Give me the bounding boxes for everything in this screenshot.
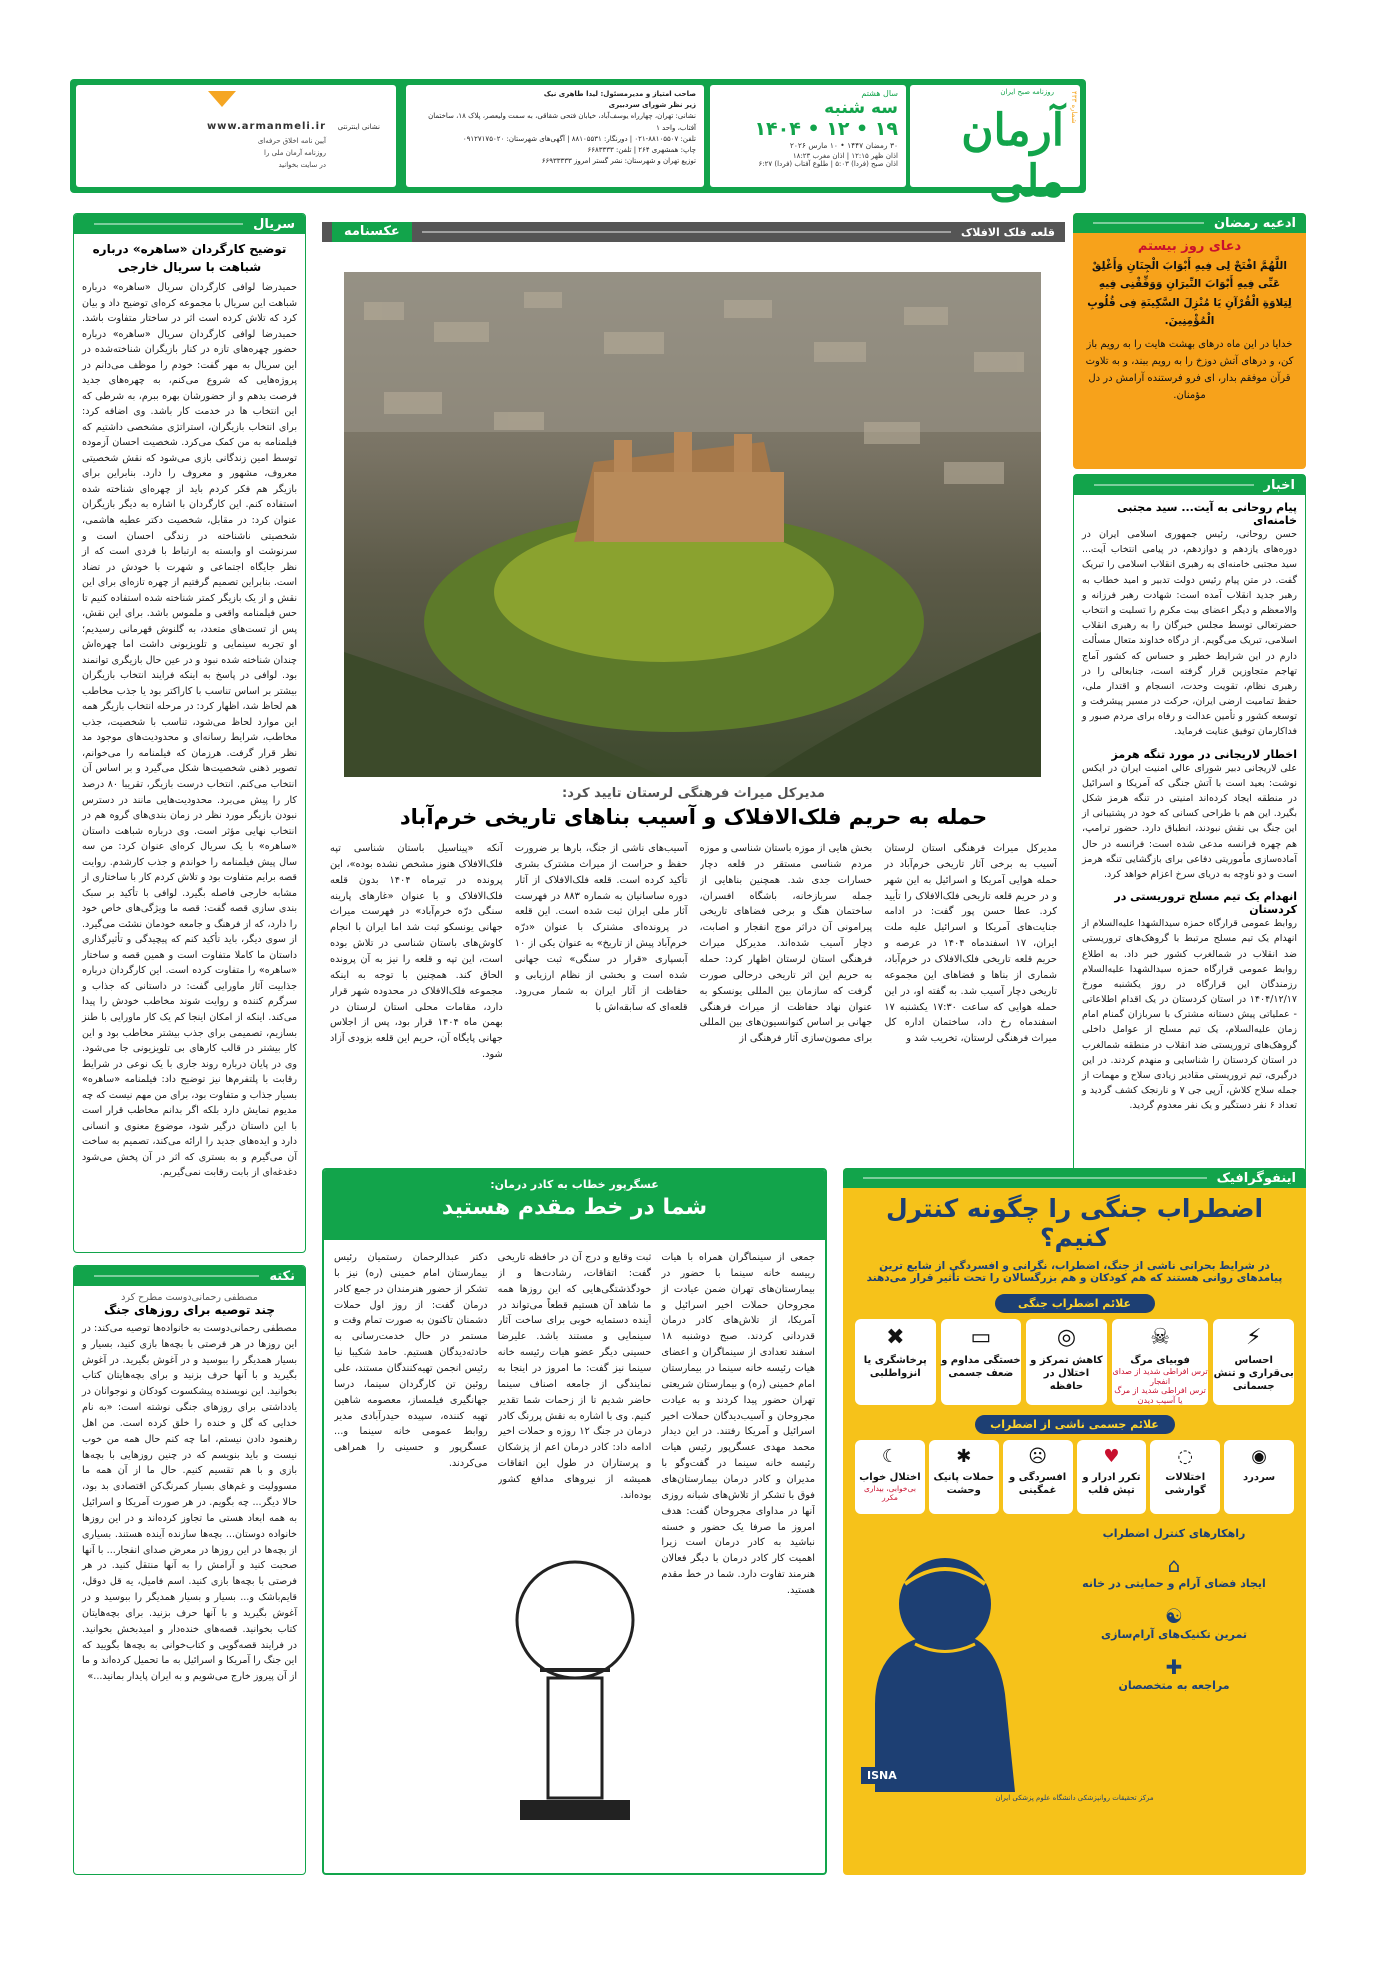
ramadan-title: دعای روز بیستم bbox=[1137, 239, 1242, 254]
ramadan-head-label: ادعیه رمضان bbox=[1213, 215, 1296, 231]
photo-head-label: عکسنامه bbox=[332, 222, 412, 242]
news-body: علی لاریجانی دبیر شورای عالی امنیت ایران در ایکس نوشت: بعید است با آتش جنگی که آمریکا و اسرائیل در منطقه ایجاد کرده‌اند امنیتی در تنگه هرمز شکل بگیرد. این هم با طراحی کسانی که خود در پشتیبانی از این جنگ بی نقش نبودند، انطباق دارد. حضور ترامپ، هم چهره فرانسه مدعی شده است: فرانسه در حال آماده‌سازی مأموریتی دفاعی برای بازگشایی تنگه هرمز است و دو ناوچه به دریای سرخ اعزام خواهد کرد. bbox=[1082, 762, 1297, 880]
sleep-icon: ☾ bbox=[881, 1446, 899, 1467]
info-line: زیر نظر شورای سردبیری bbox=[608, 101, 696, 110]
triangle-icon bbox=[208, 91, 236, 107]
main-story-columns bbox=[322, 841, 1065, 1063]
cinema-banner bbox=[324, 1170, 825, 1240]
symptom-card bbox=[941, 1319, 1022, 1405]
cinema-headline[interactable]: شما در خط مقدم هستید bbox=[441, 1195, 708, 1220]
infographic-section bbox=[843, 1168, 1306, 1875]
infographic-footnote: مرکز تحقیقات روانپزشکی دانشگاه علوم پزشکی ایران bbox=[995, 1794, 1154, 1802]
nokte-head-label: نکته bbox=[269, 1268, 295, 1284]
story-column: آنکه «پیناسیل باستان شناسی تپه فلک‌الافلاک هنوز مشخص نشده بوده»، این پرونده در تیرماه ۱۴۰۴ بدون قلعه فلک‌الافلاک و با عنوان «غارهای پارینه سنگی درّه خرم‌آباد» در فهرست میراث جهانی یونسکو ثبت شد اما ایران با انجام کاوش‌های باستان شناسی در تلاش بوده است، این تپه و قلعه را نیز به آن پرونده الحاق کند. همچنین با توجه به اینکه مجموعه فلک‌الافلاک در محدوده شهر قرار دارد، مقامات محلی استان لرستان در بهمن ماه ۱۴۰۴ قرار بود، پس از اجلاس جهانی پایگاه آن، حریم این قلعه بزودی آزاد شود. bbox=[330, 843, 503, 1061]
serial-head-label: سریال bbox=[253, 216, 295, 232]
symptom-card bbox=[1026, 1319, 1107, 1405]
year-label: سال هشتم bbox=[861, 89, 898, 98]
infographic-sec1: علائم اضطراب جنگی bbox=[995, 1294, 1155, 1313]
cinema-graphic bbox=[498, 1500, 652, 1850]
castle-photo[interactable] bbox=[344, 272, 1041, 777]
ramadan-section bbox=[1073, 213, 1306, 469]
main-story-headline[interactable]: حمله به حریم فلک‌الافلاک و آسیب بناهای تاریخی خرم‌آباد bbox=[399, 805, 988, 829]
story-column: آسیب‌های ناشی از جنگ، بارها بر ضرورت حفظ و حراست از میراث مشترک بشری تأکید کرده است. قلعه فلک‌الافلاک از آثار دوره ساسانیان به شماره ۸۸۳ در فهرست آثار ملی ایران ثبت شده است. این قلعه در پرونده‌ای مشترک با عنوان «درّه خرم‌آباد پیش از تاریخ» به عنوان یکی از ۱۰ آبسپاری «قرار در سنگی» ثبت جهانی شده است و بخشی از نظام ارزیابی و حفاظت از آثار ایران به شمار می‌رود. قلعه‌ای که سابقه‌اش با bbox=[514, 843, 688, 1013]
tip-label: مراجعه به متخصصان bbox=[1118, 1679, 1230, 1692]
web-label: نشانی اینترنتی bbox=[337, 123, 380, 131]
cinema-section bbox=[322, 1168, 827, 1875]
news-title[interactable]: انهدام یک تیم مسلح تروریستی در کردستان bbox=[1114, 890, 1297, 917]
weekday: سه شنبه bbox=[824, 98, 898, 118]
date-sub: ۳۰ رمضان ۱۴۴۷ • ۱۰ مارس ۲۰۲۶ bbox=[789, 141, 898, 150]
infographic-title[interactable]: اضطراب جنگی را چگونه کنترل کنیم؟ bbox=[885, 1194, 1264, 1252]
stressed-person-icon bbox=[855, 1524, 1035, 1792]
nokte-body: مصطفی رحمانی‌دوست به خانواده‌ها توصیه می‌کند: در این روزها در هر فرصتی با بچه‌ها بازی کنید، بسیار و بسیار همدیگر را ببوسید و در آغوش بگیرید. در آغوش بگیرید و با آنها حرف بزنید و برای بچه‌هایتان کتاب بخوانید. این نویسنده پیشکسوت کودکان و نوجوانان در یادداشتی برای روزهای جنگی نوشته است: «به نام خدایی که گل و خنده را خلق کرده است. من اهل رهنمود دادن نیستم، اما چه کنم حال همه من خوب نیست و باید بنویسم که در چنین روزهایی با بچه‌ها بازی و با هم تقسیم کنیم. حال ما از آن همه ما مسوولیت و غم‌های بسیار کمرنگ‌کن اقتصادی بد بود، حالا دیگر... چه بگویم. در هر صورت آمریکا و اسرائیل به همه ابعاد هستی ما تجاوز کرده‌اند و در این روزها خانواده دوستان... بچه‌ها سازنده آینده هستند. بسیاری از بچه‌ها در این روزها در معرض صدای انفجار... با آنها صحبت کنید و آرامش را به آنها منتقل کنید. در هر فرصتی با بچه‌ها بازی کنید. اسم فامیل، یه قل دوقل، قایم‌باشک و... بسیار و بسیار همدیگر را ببوسید و در آغوش بگیرید و با آنها حرف بزنید. برای بچه‌هایتان کتاب بخوانید. قصه‌های خنده‌دار و امیدبخش بخوانید. در فرایند قصه‌گویی و کتاب‌خوانی به بچه‌ها بگویید که این جنگ را آمریکا و اسرائیل به ما تحمیل کرده‌اند و ما از آن پیروز خارج می‌شویم و به ایران پایدار بمانید...» bbox=[82, 1323, 297, 1683]
physical-card bbox=[1003, 1440, 1073, 1514]
akhbar-section bbox=[1073, 474, 1306, 1176]
physical-note: بی‌خوابی، بیداری مکرر bbox=[863, 1484, 916, 1502]
web-line: در سایت بخوانید bbox=[278, 161, 326, 169]
tip-meditation-icon: ☯ bbox=[1165, 1604, 1183, 1628]
physical-card bbox=[1150, 1440, 1220, 1514]
story-column: مدیرکل میراث فرهنگی استان لرستان آسیب به برخی آثار تاریخی خرم‌آباد در حمله هوایی آمریکا و اسرائیل به این شهر و در حریم قلعه تاریخی فلک‌الافلاک را تأیید کرد. عطا حسن پور گفت: در ادامه جنایت‌های آمریکا و اسرائیل علیه ملت ایران، ۱۷ اسفندماه ۱۴۰۴ در عرصه و حریم قلعه تاریخی فلک‌الافلاک در خرم‌آباد، شماری از بناها و فضاهای این مجموعه تاریخی دچار آسیب شد. به گفته او، در این حمله هوایی که ساعت ۱۷:۳۰ یکشنبه ۱۷ اسفندماه رخ داد، ساختمان اداره کل میراث فرهنگی لرستان، تخریب شد و bbox=[884, 843, 1057, 1045]
web-line: آیین نامه اخلاق حرفه‌ای bbox=[257, 137, 326, 145]
infographic-head-label: اینفوگرافیک bbox=[1216, 1170, 1296, 1186]
photo-section bbox=[322, 222, 1065, 782]
panic-icon: ✱ bbox=[956, 1446, 972, 1467]
tip-doctor-icon: ✚ bbox=[1165, 1655, 1183, 1679]
battery-icon: ▭ bbox=[970, 1325, 992, 1350]
tip-label: تمرین تکنیک‌های آرام‌سازی bbox=[1101, 1628, 1247, 1641]
ramadan-head bbox=[1073, 213, 1306, 233]
tip-label: ایجاد فضای آرام و حمایتی در خانه bbox=[1082, 1577, 1266, 1590]
story-column: بخش هایی از موزه باستان شناسی و موزه مردم شناسی مستقر در قلعه دچار خسارات جدی شد. همچنین بناهایی از جمله سربازخانه، باشگاه افسران، ساختمان هنگ و برخی فضاهای تاریخی پیرامونی آن دراثر موج انفجار و اصابت، دچار آسیب شده‌اند. مدیرکل میراث فرهنگی استان لرستان اظهار کرد: حمله به حریم این اثر تاریخی درحالی صورت گرفت که سازمان بین المللی یونسکو به عنوان نهاد حفاظت از میراث فرهنگی جهانی بر اساس کنوانسیون‌های بین المللی برای مصون‌سازی آثار فرهنگی از bbox=[699, 843, 873, 1045]
logo: آرمان ملی bbox=[961, 105, 1064, 207]
stressed-figure bbox=[855, 1524, 1035, 1792]
physical-label: اختلال خواب bbox=[859, 1472, 921, 1483]
date-block bbox=[710, 85, 906, 187]
symptom-label: فوبیای مرگ bbox=[1130, 1355, 1190, 1366]
nokte-title[interactable]: چند توصیه برای روزهای جنگ bbox=[103, 1303, 275, 1317]
info-line: چاپ: همشهری ۲۶۴ | تلفن: ۶۶۸۳۳۳۳ bbox=[587, 145, 696, 154]
cinema-column: جمعی از سینماگران همراه با هیات رییسه خانه سینما با حضور در بیمارستان‌های تهران ضمن عیادت از مجروحان حملات اخیر اسرائیل و آمریکا، از تلاش‌های کادر درمان قدردانی کردند. صبح دوشنبه ۱۸ اسفند تعدادی از سینماگران و اعضای هیات رئیسه خانه سینما در بیمارستان امام خمینی (ره) و بیمارستان شریعتی تهران حضور پیدا کردند و به عیادت مجروحان و آسیب‌دیدگان حملات اخیر اسرائیل و آمریکا رفتند. در این دیدار محمد مهدی عسگرپور رئیس هیات رئیسه خانه سینما در گفت‌وگو با مدیران و کادر درمان بیمارستان‌های فوق با تشکر از تلاش‌های شبانه روزی آنها در مداوای مجروحان گفت: هدف امروز ما صرفا یک حضور و خسته نباشید به کادر درمان است زیرا اهمیت کار کادر درمان با دیگر فعالان هنرمند تفاوت دارد. شما در خط مقدم هستید. bbox=[661, 1252, 815, 1597]
date-big: ۱۹ • ۱۲ • ۱۴۰۴ bbox=[754, 118, 898, 140]
sec3-area bbox=[855, 1524, 1294, 1794]
physical-card bbox=[1224, 1440, 1294, 1514]
nokte-head bbox=[74, 1266, 305, 1286]
symptom-card bbox=[855, 1319, 936, 1405]
physical-label: افسردگی و غمگینی bbox=[1009, 1472, 1067, 1496]
main-story-kicker: مدیرکل میراث فرهنگی لرستان تایید کرد: bbox=[562, 786, 825, 801]
photo-head bbox=[322, 222, 1065, 242]
nokte-section bbox=[73, 1265, 306, 1875]
news-body: روابط عمومی قرارگاه حمزه سیدالشهدا علیه‌السلام از انهدام یک تیم مسلح مرتبط با گروهک‌های تروریستی ضد انقلاب در شمالغرب کشور خبر داد. به اطلاع روابط عمومی قرارگاه حمزه سیدالشهدا علیه‌السلام رزمندگان این قرارگاه در روز یکشنبه مورخ ۱۴۰۴/۱۲/۱۷ در استان کردستان در یک اقدام اطلاعاتی - عملیاتی پیش دستانه مشترک با سربازان گمنام امام زمان علیه‌السلام، یک تیم مسلح از عوامل داخلی گروهک‌های تروریستی ضد انقلاب در منطقه شمالغرب در استان کردستان را شناسایی و منهدم کردند. در این درگیری، تیم تروریستی مقادیر زیادی سلاح و مهمات از جمله سلاح کلاش، آرپی جی ۷ و نارنجک کشف گردید و تعداد ۶ نفر دستگیر و یک نفر معدوم گردید. bbox=[1082, 918, 1297, 1112]
serial-title[interactable]: توضیح کارگردان «ساهره» درباره شباهت با سریال خارجی bbox=[92, 242, 287, 274]
head-icon: ◉ bbox=[1251, 1446, 1267, 1467]
news-body: حسن روحانی، رئیس جمهوری اسلامی ایران در دوره‌های یازدهم و دوازدهم، در پیامی انتخاب آیت‌... سید مجتبی خامنه‌ای به رهبری انقلاب اسلامی را تبریک گفت. در متن پیام رئیس دولت تدبیر و امید خطاب به رهبر جدید انقلاب آمده است: شهادت رهبر فرزانه و والامعظم و دیگر اعضای بیت مکرم را تسلیت و انتخاب حضرتعالی توسط مجلس خبرگان را به رهبری انقلاب اسلامی، تبریک می‌گویم. از درگاه خداوند متعال مسألت دارم در این شرایط خطیر و حساس که کشور آماج تهاجم متجاوزین قرار گرفته است، جنابعالی را در رهبری نظام، تقویت وحدت، انسجام و اقتدار ملی، حفظ تمامیت ارضی ایران، حرکت در مسیر پیشرفت و توسعه کشور و تأمین عدالت و رفاه برای مردم صبور و فداکارمان توفیق عنایت فرماید. bbox=[1082, 529, 1297, 738]
cinema-kicker: عسگرپور خطاب به کادر درمان: bbox=[490, 1178, 659, 1191]
symptom-label: کاهش تمرکز و اختلال در حافظه bbox=[1030, 1355, 1103, 1392]
physical-card bbox=[929, 1440, 999, 1514]
info-line: توزیع تهران و شهرستان: نشر گستر امروز ۶۶۹۳۳۳۳۳ bbox=[541, 157, 696, 166]
info-line: صاحب امتیاز و مدیرمسئول: لیدا طاهری نیک bbox=[543, 90, 696, 98]
masthead-issue: شماره ۴۳۳ bbox=[1070, 91, 1078, 124]
akhbar-head-label: اخبار bbox=[1263, 477, 1295, 493]
website-block bbox=[76, 85, 396, 187]
news-title[interactable]: پیام روحانی به آیت‌... سید مجتبی خامنه‌ای bbox=[1117, 501, 1297, 527]
serial-head bbox=[74, 214, 305, 234]
akhbar-head bbox=[1074, 475, 1305, 495]
symptom-label: احساس بی‌قراری و تنش جسمانی bbox=[1213, 1355, 1294, 1392]
symptom-card bbox=[1213, 1319, 1294, 1405]
sec3-list bbox=[1054, 1524, 1294, 1692]
ramadan-persian: خدایا در این ماه درهای بهشت هایت را به رویم باز کن، و درهای آتش دوزخ را به رویم ببند، و به تلاوت قرآن موفقم بدار، ای فرو فرستنده آرامش در دل مؤمنان. bbox=[1085, 338, 1294, 401]
infographic-sec3: راهکارهای کنترل اضطراب bbox=[1102, 1527, 1246, 1540]
masthead bbox=[70, 79, 1086, 207]
prayer-line-1: اذان ظهر ۱۲:۱۵ | اذان مغرب ۱۸:۲۳ bbox=[792, 152, 898, 160]
masthead-tagline: روزنامه صبح ایران bbox=[1000, 88, 1054, 96]
symptom-label: پرخاشگری یا انزواطلبی bbox=[863, 1355, 927, 1379]
clapperboard-icon bbox=[500, 1510, 650, 1840]
info-line: تلفن: ۸۸۱۰۵۵۰۷-۰۲۱ | دورنگار: ۸۸۱۰۵۵۳۱ | آگهی‌های شهرستان: ۰۹۱۲۷۱۷۵۰۲۰ bbox=[462, 134, 696, 143]
main-story bbox=[322, 782, 1065, 1152]
nokte-author: مصطفی رحمانی‌دوست مطرح کرد bbox=[121, 1292, 258, 1303]
skull-icon: ☠ bbox=[1150, 1325, 1170, 1350]
sec2-grid bbox=[855, 1440, 1294, 1514]
cinema-mid-column bbox=[498, 1250, 652, 1850]
photo-caption: قلعه فلک الافلاک bbox=[961, 225, 1055, 239]
infographic-head bbox=[843, 1168, 1306, 1188]
physical-label: سردرد bbox=[1243, 1472, 1276, 1483]
tension-icon: ⚡ bbox=[1245, 1325, 1262, 1350]
physical-label: حملات پانیک وحشت bbox=[933, 1472, 995, 1496]
symptom-note: ترس افراطی شدید از صدای انفجار bbox=[1112, 1367, 1208, 1386]
physical-card bbox=[1077, 1440, 1147, 1514]
cinema-column: دکتر عبدالرحمان رستمیان رئیس بیمارستان امام خمینی (ره) نیز با تشکر از حضور هنرمندان در جمع کادر درمان گفت: از روز اول حملات دشمنان تاکنون به صورت تمام وقت و مستمر در حال خدمت‌رسانی به حادثه‌دیدگان هستیم. حامد شکیبا نیا رئیس انجمن تهیه‌کنندگان مستند، علی روئین تن کارگردان سینما، درسا جهانگیری فیلمساز، معصومه شاهین تهیه کننده، سپیده حیدرآبادی مدیر روابط عمومی خانه سینما و... عسگرپور و حسینی را همراهی می‌کردند. bbox=[333, 1252, 488, 1470]
brain-icon: ◎ bbox=[1056, 1325, 1077, 1350]
tip-home-icon: ⌂ bbox=[1167, 1553, 1181, 1577]
physical-label: اختلالات گوارشی bbox=[1164, 1472, 1206, 1496]
physical-card bbox=[855, 1440, 925, 1514]
serial-body: حمیدرضا لوافی کارگردان سریال «ساهره» درباره شباهت این سریال با مجموعه کره‌ای توضیح داد و بیان کرد که تلاش کرده است اثر در ساختار متفاوت باشد. حمیدرضا لوافی کارگردان سریال «ساهره» درباره حضور چهره‌های تازه در کنار بازیگران شناخته‌شده در این سریال به مهر گفت: خودم را موظف می‌دانم در پروژه‌هایی که شروع می‌کنم، به چهره‌های جدید فرصت بدهم و از حضورشان بهره ببرم، به شرطی که این انتخاب ها در خدمت کار باشد. وی اضافه کرد: برای انتخاب بازیگران، استراتژی مشخصی داشتیم که فیلمنامه به من کمک می‌کرد. شخصیت احسان آزموده توسط امین زندگانی بازی می‌شود که نقش شخصیتی معروف، مشهور و معروف را دارد. بنابراین برای بازیگر هم فکر کردم باید از چهره‌ای شناخته شده استفاده کنم. این کارگردان با اشاره به دیگر بازیگران عنوان کرد: در مقابل، شخصیت دکتر عطیه هاشمی، شخصیتی ناشناخته در زندگی احسان است و سرنوشت او وابسته به ارتباط با فردی است که از نظر جایگاه اجتماعی و شهرت با خودش در تضاد است. بنابراین تصمیم گرفتیم از چهره تازه‌ای برای این نقش و از یک بازیگر کمتر شناخته شده استفاده کنیم تا حس فیلمنامه واقعی و ملموس باشد. برای این نقش، پس از تست‌های متعدد، به گلنوش قهرمانی رسیدیم؛ او تجربه سینمایی و تلویزیونی داشت اما چهره‌اش چندان شناخته شده نبود و در عین حال بازیگری توانمند بود. لوافی در پاسخ به اینکه فرایند انتخاب بازیگران بیشتر بر اساس تناسب با کاراکتر بود یا جذب مخاطب هم لحاظ شد، اظهار کرد: در مرحله انتخاب بازیگر همه این موارد لحاظ می‌شود، تناسب با شخصیت، جذب مخاطب، شرایط رسانه‌ای و محدودیت‌های موجود مد نظر قرار گرفت. هرزمان که فیلمنامه را می‌خوانم، تصویر ذهنی شخصیت‌ها شکل می‌گیرد و بر اساس آن انتخاب می‌کنم. انتخاب درست بازیگر، تقریبا ۸۰ درصد کار را پیش می‌برد. محدودیت‌هایی مانند در دسترس نبودن بازیگر مورد نظر در زمان بندی‌های گروه هم در انتخاب نهایی مؤثر است. وی درباره شباهت داستان «ساهره» با یک سریال کره‌ای عنوان کرد: من سه سال پیش فیلمنامه را خواندم و جذب کارشدم. روایت قصه برایم متفاوت بود و تلاش کردم کار با ساختاری از مشابه خارجی فاصله بگیرد. لوافی با تأکید بر سبک بندی سازی قصه گفت: قصه ما ویژگی‌های خاص خود را دارد، که از فرهنگ و جامعه خودمان نشئت می‌گیرد. از سوی دیگر، باید تأکید کنم که پیچیدگی و تأثیرگذاری داستان ما کاملا متفاوت است و همین قصه و ساختار «ساهره» را متفاوت کرده است. این کارگردان درباره جذابیت آثار ماورایی گفت: در داستانی که جذاب و سرگرم کننده و روایت شوند مخاطب خودش را پیدا می‌کند. اینکه از امکان اینجا کم یک کار ماورایی با طنز بسازیم، تصمیمی برای جذب بیشتر مخاطب بود و این کار بیشتر در قالب کارهای بی تلویزیونی جا می‌شود. وی در پایان درباره روند جاری با یک نوعی در شرایط رقابت با پلتفرم‌ها نیز توضیح داد: فیلمنامه «ساهره» بسیار جذاب و متفاوت بود، برای من مهم نیست که چه مدیوم نمایش دارد بلکه اگر بدانم مخاطب قرار است با این داستان درگیر شود، موضوع معنوی و انسانی دارد و ایده‌های جدید را ارائه می‌کند، تصمیم به ساخت آن می‌گیرم و به بستری که اثر در آن پخش می‌شود دغدغه‌ای از بابت رقابت نمی‌گیریم. bbox=[82, 282, 298, 1179]
ramadan-arabic: اللَّهُمَّ افْتَحْ لِی فِیهِ أَبْوَابَ الْجِنَانِ وَأَغْلِقْ عَنِّی فِیهِ أَبْوَابَ النِّیرَانِ وَوَفِّقْنِی فِیهِ لِتِلاوَةِ الْقُرْآنِ یَا مُنْزِلَ السَّکِینَةِ فِی قُلُوبِ الْمُؤْمِنِینَ. bbox=[1087, 260, 1292, 328]
infographic-subtitle: پیامدهای روانی هستند که هم کودکان و هم بزرگسالان را تحت تأثیر قرار می‌دهند bbox=[866, 1272, 1283, 1284]
web-line: روزنامه آرمان ملی را bbox=[264, 149, 326, 157]
symptom-note: ترس افراطی شدید از مرگ یا آسیب دیدن bbox=[1114, 1386, 1206, 1405]
sad-icon: ☹ bbox=[1028, 1446, 1047, 1467]
symptom-card bbox=[1112, 1319, 1209, 1405]
prayer-line-2: اذان صبح (فردا) ۵:۰۳ | طلوع آفتاب (فردا) ۶:۲۷ bbox=[758, 160, 898, 168]
website-link[interactable]: www.armanmeli.ir bbox=[206, 121, 326, 132]
news-title[interactable]: اخطار لاریجانی در مورد تنگه هرمز bbox=[1111, 747, 1297, 761]
source-badge: ISNA bbox=[861, 1767, 903, 1784]
serial-section bbox=[73, 213, 306, 1253]
heart-icon: ♥ bbox=[1103, 1446, 1120, 1467]
symptom-label: خستگی مداوم و ضعف جسمی bbox=[941, 1355, 1021, 1379]
physical-label: تکرر ادرار و تپش قلب bbox=[1082, 1472, 1141, 1496]
cinema-columns bbox=[324, 1240, 825, 1860]
infographic-subtitle: در شرایط بحرانی ناشی از جنگ، اضطراب، نگرانی و افسردگی از شایع ترین bbox=[879, 1260, 1270, 1272]
anger-icon: ✖ bbox=[886, 1325, 905, 1350]
info-block bbox=[406, 85, 704, 187]
masthead-logo-block bbox=[910, 85, 1080, 207]
infographic-sec2: علائم جسمی ناشی از اضطراب bbox=[975, 1415, 1175, 1434]
sec1-grid bbox=[855, 1319, 1294, 1405]
stomach-icon: ◌ bbox=[1177, 1446, 1194, 1467]
info-line: نشانی: تهران، چهارراه یوسف‌آباد، خیابان فتحی شقاقی، به سمت ولیعصر، پلاک ۱۸، ساختمان آفتاب، واحد ۱ bbox=[428, 112, 696, 132]
castle-illustration bbox=[344, 272, 1041, 777]
cinema-column: ثبت وقایع و درج آن در حافظه تاریخی گفت: اتفاقات، رشادت‌ها و از خودگذشتگی‌هایی که این روزها همه ما شاهد آن هستیم قطعاً می‌تواند در آینده دستمایه خوبی برای ساخت آثار سینمایی و مستند باشد. علیرضا حسینی دیگر عضو هیات رئیسه خانه سینما نیز گفت: ما امروز در اینجا به نمایندگی از جامعه اصناف سینما حاضر شدیم تا از زحمات شما تقدیر کنیم. وی با اشاره به نقش پررنگ کادر درمان در جنگ ۱۲ روزه و حملات اخیر ادامه داد: کادر درمان اعم از پزشکان و پرستاران در طول این اتفاقات همیشه از نیروهای مدافع کشور بوده‌اند. bbox=[497, 1252, 652, 1500]
